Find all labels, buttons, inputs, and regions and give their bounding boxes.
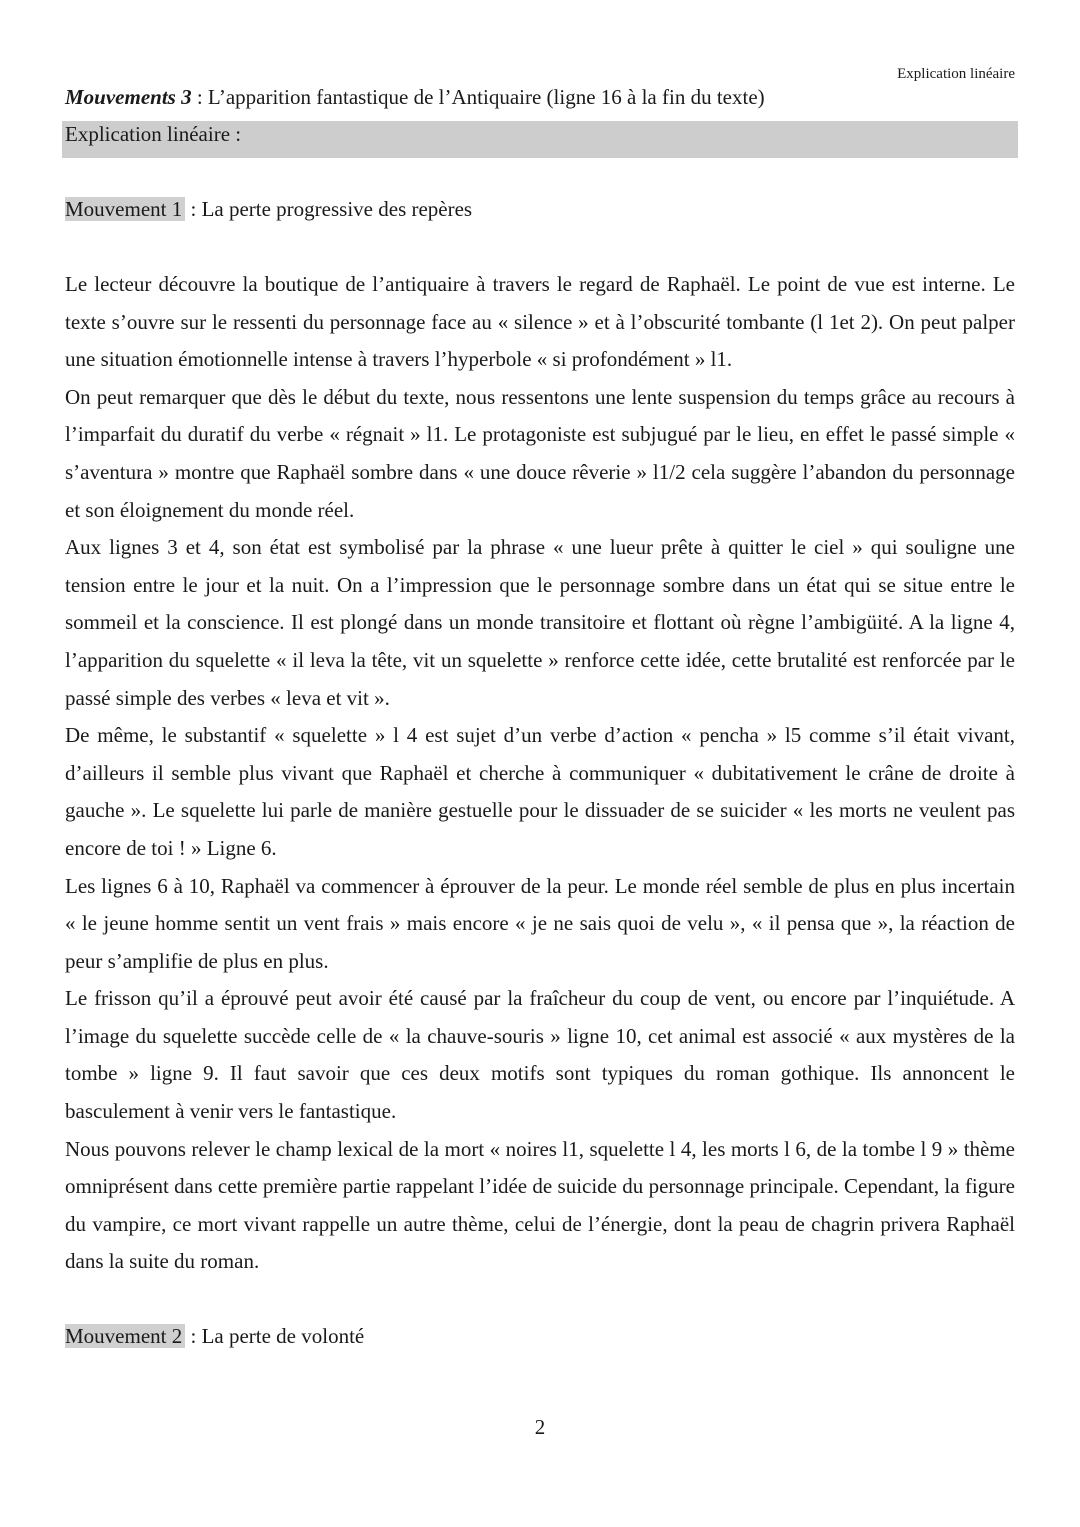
movement-1-heading xyxy=(65,196,472,222)
paragraph: De même, le substantif « squelette » l 4 est sujet d’un verbe d’action « pencha » l5 comme s’il était vivant, d’ailleurs il semble plus vivant que Raphaël et cherche à communiquer « dubitativement le crâne de droite à gauche ». Le squelette lui parle de manière gestuelle pour le dissuader de se suicider « les morts ne veulent pas encore de toi ! » Ligne 6. xyxy=(65,723,1015,860)
movement-1-label: Mouvement 1 xyxy=(65,197,185,221)
paragraph: Nous pouvons relever le champ lexical de la mort « noires l1, squelette l 4, les morts l 6, de la tombe l 9 » thème omniprésent dans cette première partie rappelant l’idée de suicide du personnage principale. Cependant, la figure du vampire, ce mort vivant rappelle un autre thème, celui de l’énergie, dont la peau de chagrin privera Raphaël dans la suite du roman. xyxy=(65,1136,1015,1274)
paragraph: On peut remarquer que dès le début du texte, nous ressentons une lente suspension du temps grâce au recours à l’imparfait du duratif du verbe « régnait » l1. Le protagoniste est subjugué par le lieu, en effet le passé simple « s’aventura » montre que Raphaël sombre dans « une douce rêverie » l1/2 cela suggère l’abandon du personnage et son éloignement du monde réel. xyxy=(65,384,1015,522)
movement-2-title: : La perte de volonté xyxy=(185,1324,365,1348)
section-title: Explication linéaire : xyxy=(65,122,242,146)
paragraph: Le lecteur découvre la boutique de l’antiquaire à travers le regard de Raphaël. Le point de vue est interne. Le texte s’ouvre sur le ressenti du personnage face au « silence » et à l’obscurité tombante (l 1et 2). On peut palper une situation émotionnelle intense à travers l’hyperbole « si profondément » l1. xyxy=(65,272,1015,372)
page-number: 2 xyxy=(534,1415,546,1439)
section-title-band xyxy=(62,121,1018,158)
paragraph: Aux lignes 3 et 4, son état est symbolisé par la phrase « une lueur prête à quitter le ciel » qui souligne une tension entre le jour et la nuit. On a l’impression que le personnage sombre dans un état qui se situe entre le sommeil et la conscience. Il est plongé dans un monde transitoire et flottant où règne l’ambigüité. A la ligne 4, l’apparition du squelette « il leva la tête, vit un squelette » renforce cette idée, cette brutalité est renforcée par le passé simple des verbes « leva et vit ». xyxy=(65,535,1015,710)
movement-2-label: Mouvement 2 xyxy=(65,1324,185,1348)
running-header: Explication linéaire xyxy=(897,66,1015,82)
movement-2-heading xyxy=(65,1323,364,1349)
paragraph: Les lignes 6 à 10, Raphaël va commencer à éprouver de la peur. Le monde réel semble de plus en plus incertain « le jeune homme sentit un vent frais » mais encore « je ne sais quoi de velu », « il pensa que », la réaction de peur s’amplifie de plus en plus. xyxy=(65,873,1015,973)
body-text xyxy=(65,266,1015,1281)
paragraph: Le frisson qu’il a éprouvé peut avoir été causé par la fraîcheur du coup de vent, ou encore par l’inquiétude. A l’image du squelette succède celle de « la chauve-souris » ligne 10, cet animal est associé « aux mystères de la tombe » ligne 9. Il faut savoir que ces deux motifs sont typiques du roman gothique. Ils annoncent le basculement à venir vers le fantastique. xyxy=(65,986,1015,1124)
movement-1-title: : La perte progressive des repères xyxy=(185,197,473,221)
movements-label: Mouvements 3 xyxy=(65,85,192,109)
movements-text: : L’apparition fantastique de l’Antiquaire (ligne 16 à la fin du texte) xyxy=(191,85,765,109)
movements-overview xyxy=(65,84,765,110)
